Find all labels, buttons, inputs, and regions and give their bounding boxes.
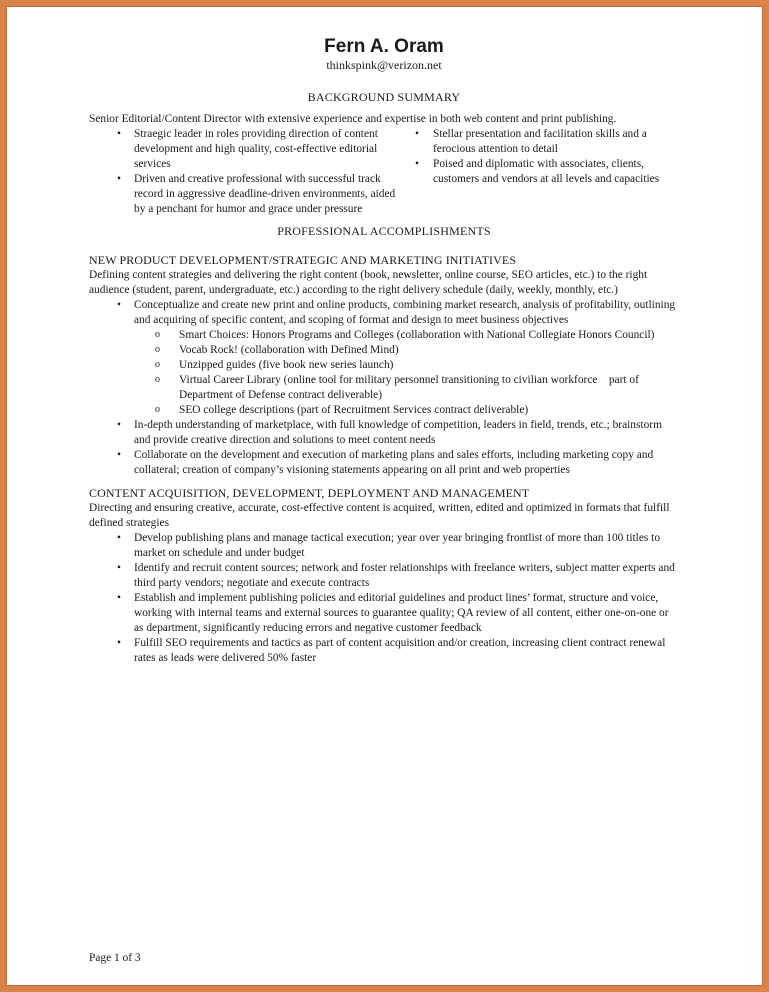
- section-bullet: • Collaborate on the development and execution of marketing plans and sales efforts, including marketing copy and collateral; creation of company’s visioning statements appearing on all print and web properties: [89, 448, 679, 478]
- summary-columns: [89, 127, 679, 217]
- section-heading-product-development: NEW PRODUCT DEVELOPMENT/STRATEGIC AND MARKETING INITIATIVES: [89, 253, 517, 267]
- project-item: o SEO college descriptions (part of Recruitment Services contract deliverable): [134, 403, 679, 418]
- page-number: Page 1 of 3: [89, 952, 141, 964]
- project-item: o Smart Choices: Honors Programs and Colleges (collaboration with National Collegiate Honors Council): [134, 328, 679, 343]
- candidate-name: Fern A. Oram: [324, 36, 444, 57]
- bullet-text: Conceptualize and create new print and online products, combining market research, analysis of profitability, outlining and acquiring of specific content, and scoping of format and design to meet business objectives: [134, 299, 676, 326]
- summary-right-column: [407, 127, 679, 217]
- section-bullet: • Fulfill SEO requirements and tactics as part of content acquisition and/or creation, increasing client contract renewal rates as leads were delivered 50% faster: [89, 636, 679, 666]
- resume-content: [89, 36, 679, 666]
- section-intro: Defining content strategies and delivering the right content (book, newsletter, online course, SEO articles, etc.) to the right audience (student, parent, undergraduate, etc.) according to the right delivery schedule (daily, weekly, monthly, etc.): [89, 269, 648, 296]
- summary-bullet: • Straegic leader in roles providing direction of content development and high quality, cost-effective editorial services: [89, 127, 407, 172]
- background-intro: Senior Editorial/Content Director with extensive experience and expertise in both web content and print publishing.: [89, 113, 617, 125]
- background-summary-title: BACKGROUND SUMMARY: [307, 90, 461, 104]
- section-bullet: [89, 298, 679, 418]
- summary-left-column: [89, 127, 407, 217]
- section-bullet: • Develop publishing plans and manage tactical execution; year over year bringing frontlist of more than 100 titles to market on schedule and under budget: [89, 531, 679, 561]
- section-bullets: [89, 531, 679, 666]
- section-bullet: • In-depth understanding of marketplace, with full knowledge of competition, leaders in field, trends, etc.; brainstorm and provide creative direction and solutions to meet content needs: [89, 418, 679, 448]
- summary-bullet: • Poised and diplomatic with associates, clients, customers and vendors at all levels and capacities: [407, 157, 679, 187]
- professional-accomplishments-title: PROFESSIONAL ACCOMPLISHMENTS: [277, 224, 491, 238]
- project-item: o Vocab Rock! (collaboration with Defined Mind): [134, 343, 679, 358]
- section-bullet: • Establish and implement publishing policies and editorial guidelines and product lines’ format, structure and voice, working with internal teams and external sources to guarantee quality; QA review of all content, either one-on-one or as department, significantly reducing errors and negative customer feedback: [89, 591, 679, 636]
- project-item: o Virtual Career Library (online tool for military personnel transitioning to civilian workforce part of Department of Defense contract deliverable): [134, 373, 679, 403]
- section-intro: Directing and ensuring creative, accurate, cost-effective content is acquired, written, edited and optimized in formats that fulfill defined strategies: [89, 502, 670, 529]
- project-list: [134, 328, 679, 418]
- section-heading-content-acquisition: CONTENT ACQUISITION, DEVELOPMENT, DEPLOYMENT AND MANAGEMENT: [89, 486, 530, 500]
- summary-bullet: • Driven and creative professional with successful track record in aggressive deadline-driven environments, aided by a penchant for humor and grace under pressure: [89, 172, 407, 217]
- section-bullets: [89, 298, 679, 478]
- section-bullet: • Identify and recruit content sources; network and foster relationships with freelance writers, subject matter experts and third party vendors; negotiate and execute contracts: [89, 561, 679, 591]
- summary-bullet: • Stellar presentation and facilitation skills and a ferocious attention to detail: [407, 127, 679, 157]
- candidate-email: thinkspink@verizon.net: [326, 58, 442, 72]
- project-item: o Unzipped guides (five book new series launch): [134, 358, 679, 373]
